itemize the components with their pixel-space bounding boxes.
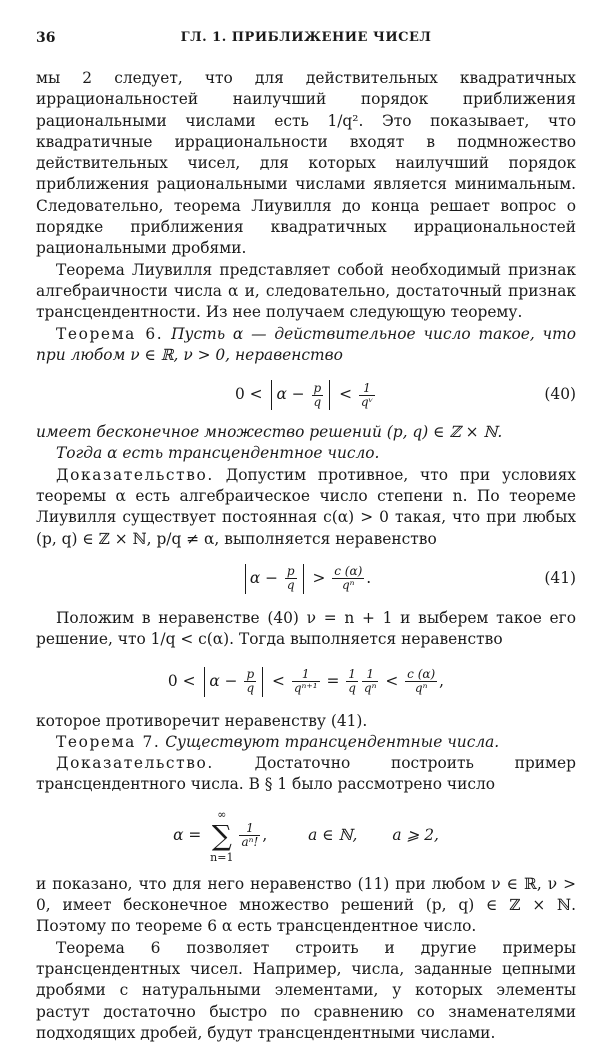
theorem-statement: Существуют трансцендентные числа. <box>165 732 500 751</box>
proof-label: Доказательство. <box>56 754 214 773</box>
abs-bar <box>329 380 330 410</box>
theorem-6 <box>36 324 576 367</box>
paragraph: мы 2 следует, что для действительных квадратичных иррациональностей наилучший порядок приближения рациональными числами есть 1/q². Это показывает, что квадратичные иррациональности входят в подмножество действительных чисел, для которых наилучший порядок приближения рациональными числами является минимальным. Следовательно, теорема Лиувилля до конца решает вопрос о порядке приближения квадратичных иррациональностей рациональными дробями. <box>36 69 576 258</box>
theorem-statement: Пусть α — действительное число такое, что при любом ν ∈ ℝ, ν > 0, неравенство <box>36 324 576 364</box>
formula-condition: a ⩾ 2, <box>392 825 439 844</box>
fraction: $\frac{c (\alpha)}{\text{qⁿ}}$ <box>334 564 363 593</box>
paragraph: которое противоречит неравенству (41). <box>36 711 368 730</box>
fraction: $\frac{p}{q}$ <box>313 380 322 409</box>
theorem-7 <box>36 732 576 753</box>
fraction: $\frac{1}{\text{aⁿ!}}$ <box>241 821 259 850</box>
formula-text: α − <box>249 568 283 587</box>
abs-bar <box>204 667 205 697</box>
theorem-label: Теорема 6. <box>56 324 164 343</box>
proof-text: Достаточно построить пример трансцендентного числа. В § 1 было рассмотрено число <box>36 754 576 794</box>
paragraph: Теорема 6 позволяет строить и другие примеры трансцендентных чисел. Например, числа, заданные цепными дробями с натуральными элементами, у которых элементы растут достаточно быстро по сравнению со знаменателями подходящих дробей, будут трансцендентными числами. <box>36 938 576 1042</box>
fraction: $\frac{1}{q}$ <box>348 667 356 696</box>
formula-text: > <box>307 568 331 587</box>
page-body <box>36 68 576 1044</box>
formula-text: . <box>366 568 372 587</box>
abs-bar <box>271 380 272 410</box>
formula-text: 0 < <box>234 385 268 404</box>
paragraph: Теорема Лиувилля представляет собой необходимый признак алгебраичности числа α и, следовательно, достаточный признак трансцендентности. Из нее получаем следующую теорему. <box>36 260 576 322</box>
paragraph: Положим в неравенстве (40) ν = n + 1 и выберем такое его решение, что 1/q < c(α). Тогда выполняется неравенство <box>36 608 576 649</box>
fraction: $\frac{1}{\text{qᵛ}}$ <box>360 380 374 409</box>
formula-text: α − <box>276 385 310 404</box>
proof-label: Доказательство. <box>56 465 214 484</box>
abs-bar <box>262 667 263 697</box>
proof-text: Допустим противное, что при условиях теоремы α есть алгебраическое число степени n. По теореме Лиувилля существует постоянная c(α) > 0 такая, что при любых (p, q) ∈ ℤ × ℕ, p/q ≠ α, выполняется неравенство <box>36 465 576 548</box>
formula-text: < <box>380 671 404 690</box>
sum-operator: ∞ ∑ n=1 <box>210 807 234 864</box>
paragraph: и показано, что для него неравенство (11) при любом ν ∈ ℝ, ν > 0, имеет бесконечное множество решений (p, q) ∈ ℤ × ℕ. Поэтому по теореме 6 α есть трансцендентное число. <box>36 874 576 936</box>
fraction: $\frac{p}{q}$ <box>286 564 295 593</box>
fraction: $\frac{c (\alpha)}{\text{qⁿ}}$ <box>407 667 436 696</box>
formula-text: < <box>267 671 290 690</box>
formula-text: , <box>262 825 268 844</box>
formula-text: α − <box>209 671 243 690</box>
equation-number: (40) <box>544 385 576 404</box>
abs-bar <box>245 564 246 594</box>
running-header <box>36 30 576 50</box>
page-number: 36 <box>36 30 56 46</box>
theorem-label: Теорема 7. <box>56 732 161 751</box>
formula-condition: a ∈ ℕ, <box>308 825 358 844</box>
proof-1 <box>36 465 576 550</box>
formula-text: 0 < <box>167 671 201 690</box>
theorem-continuation: имеет бесконечное множество решений (p, q) ∈ ℤ × ℕ. <box>36 423 503 442</box>
formula-chain <box>36 657 576 705</box>
formula-series <box>36 802 576 868</box>
formula-text: α = <box>173 825 207 844</box>
proof-2 <box>36 753 576 796</box>
abs-bar <box>303 564 304 594</box>
fraction: $\frac{1}{\text{qⁿ⁺¹}}$ <box>293 667 318 696</box>
formula-text: < <box>334 385 357 404</box>
chapter-title: ГЛ. 1. ПРИБЛИЖЕНИЕ ЧИСЕЛ <box>180 30 432 45</box>
formula-41 <box>36 556 576 600</box>
fraction: $\frac{p}{q}$ <box>246 667 255 696</box>
formula-text: , <box>439 671 445 690</box>
formula-text: = <box>321 671 345 690</box>
theorem-conclusion: Тогда α есть трансцендентное число. <box>56 444 380 463</box>
formula-40 <box>36 372 576 416</box>
fraction: $\frac{1}{\text{qⁿ}}$ <box>363 667 377 696</box>
equation-number: (41) <box>544 568 576 587</box>
